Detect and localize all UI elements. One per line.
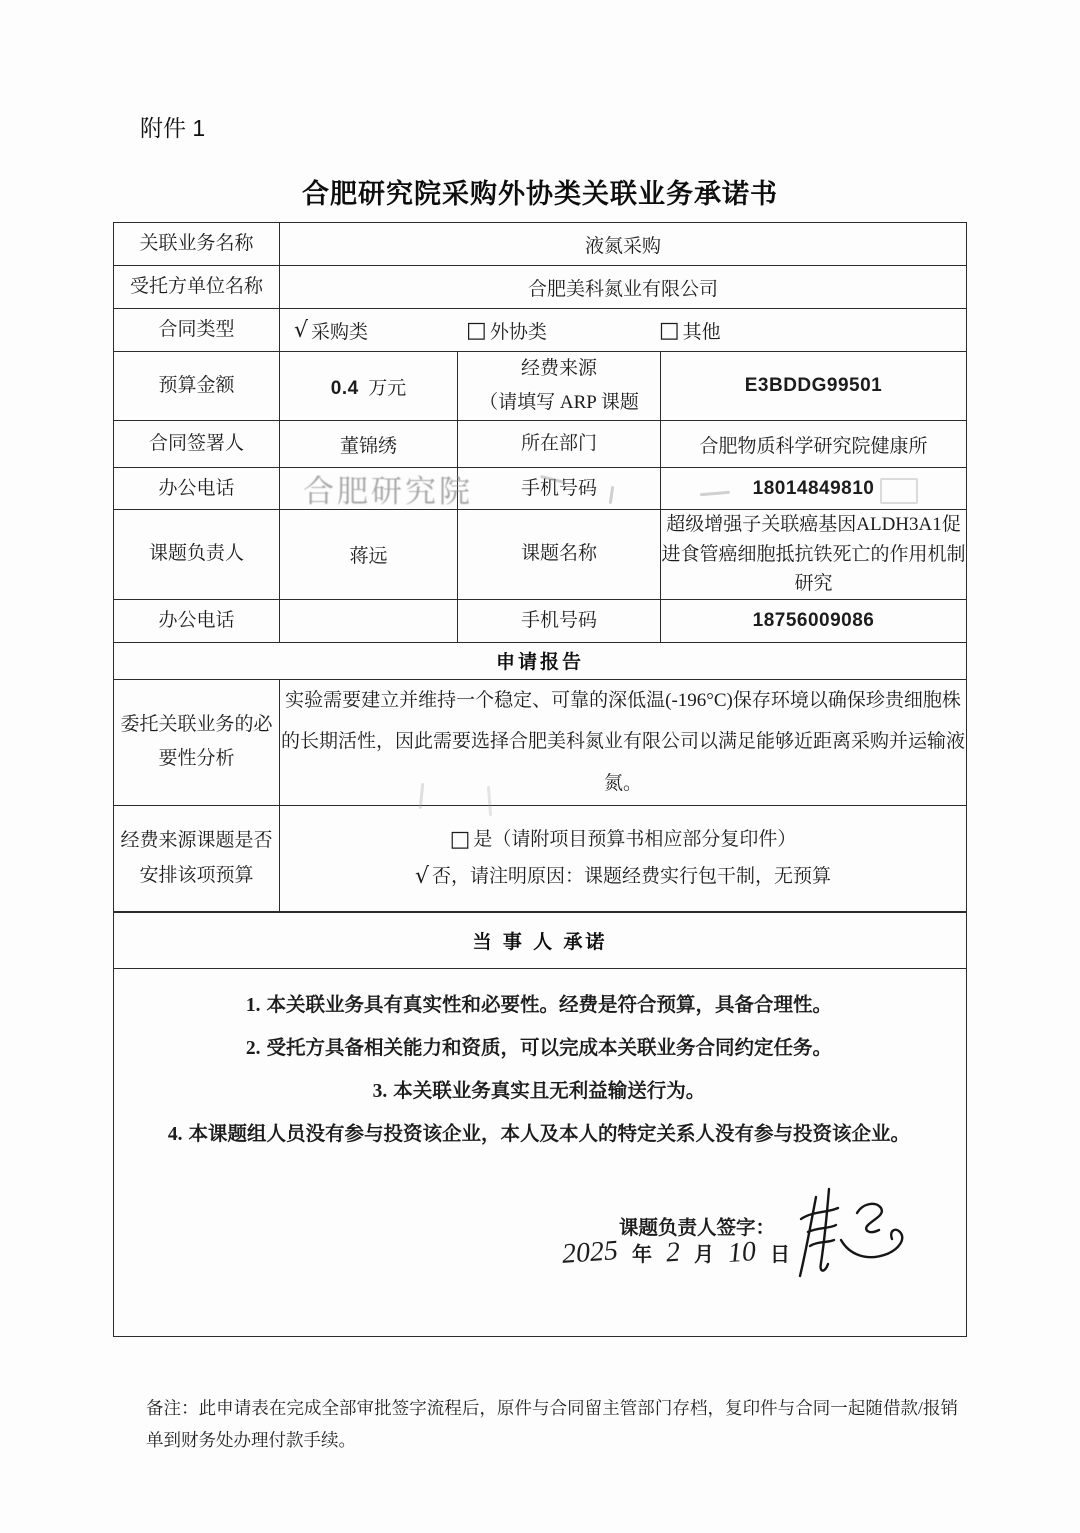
mobile-2-value: 18756009086 [661, 599, 967, 642]
mobile-1-label: 手机号码 [458, 468, 661, 510]
funding-source-line1: 经费来源 [520, 358, 597, 379]
date-year-unit: 年 [632, 1244, 652, 1267]
checkbox-icon: □ [658, 318, 680, 343]
row-budget-arranged [114, 806, 967, 913]
option-outsource [466, 317, 547, 344]
row-commitments [114, 969, 967, 1337]
application-report-header: 申请报告 [114, 642, 967, 679]
commitment-text: 本关联业务真实且无利益输送行为。 [393, 1080, 706, 1102]
commitment-form-table [113, 222, 967, 1337]
business-name-value: 液氮采购 [280, 223, 967, 266]
commitment-item [128, 1071, 950, 1114]
commitment-num: 3. [372, 1080, 388, 1102]
row-party-header [114, 912, 967, 969]
option-other [659, 317, 721, 344]
budget-value [280, 352, 458, 421]
budget-arranged-no [280, 859, 966, 895]
project-name-value: 超级增强子关联癌基因ALDH3A1促进食管癌细胞抵抗铁死亡的作用机制研究 [661, 510, 967, 599]
date-day-handwritten: 10 [726, 1236, 758, 1270]
footer-note: 备注：此申请表在完成全部审批签字流程后，原件与合同留主管部门存档，复印件与合同一起随借款/报销单到财务处办理付款手续。 [146, 1398, 958, 1451]
budget-arranged-no-text: 否，请注明原因：课题经费实行包干制，无预算 [432, 865, 832, 887]
option-purchase-label: 采购类 [311, 321, 369, 343]
row-contract-type [114, 309, 967, 352]
budget-arranged-yes-text: 是（请附项目预算书相应部分复印件） [473, 829, 797, 851]
funding-source-label [458, 352, 661, 421]
trustee-label: 受托方单位名称 [114, 266, 280, 309]
department-value: 合肥物质科学研究院健康所 [661, 421, 967, 468]
office-phone-2-label: 办公电话 [114, 599, 280, 642]
row-office-phone-2 [114, 599, 967, 642]
pi-signature-label: 课题负责人签字： [619, 1218, 776, 1240]
checkmark-icon: √ [414, 863, 429, 889]
pi-value: 蒋远 [280, 510, 458, 599]
commitment-text: 本课题组人员没有参与投资该企业，本人及本人的特定关系人没有参与投资该企业。 [188, 1123, 911, 1145]
commitment-list [114, 969, 966, 1157]
scan-artifact [880, 478, 918, 504]
row-application-header [114, 642, 967, 679]
checkmark-icon: √ [294, 318, 309, 343]
signer-label: 合同签署人 [114, 421, 280, 468]
row-trustee [114, 266, 967, 309]
attachment-label: 附件 1 [140, 115, 206, 141]
date-month-handwritten: 2 [664, 1236, 682, 1269]
budget-arranged-label: 经费来源课题是否安排该项预算 [114, 806, 280, 913]
commitment-item [128, 1114, 950, 1157]
option-other-label: 其他 [682, 321, 721, 343]
budget-unit: 万元 [368, 377, 407, 399]
signer-value: 董锦绣 [280, 421, 458, 468]
checkbox-icon: □ [466, 318, 487, 343]
trustee-value: 合肥美科氮业有限公司 [280, 266, 967, 309]
pi-label: 课题负责人 [114, 510, 280, 599]
commitment-num: 2. [245, 1037, 261, 1059]
date-day-unit: 日 [770, 1244, 790, 1267]
office-phone-2-value [280, 599, 458, 642]
necessity-text: 实验需要建立并维持一个稳定、可靠的深低温(-196°C)保存环境以确保珍贵细胞株的长期活性，因此需要选择合肥美科氮业有限公司以满足能够近距离采购并运输液氮。 [280, 679, 967, 805]
budget-arranged-yes [280, 822, 966, 858]
row-signer [114, 421, 967, 468]
department-label: 所在部门 [458, 421, 661, 468]
date-month-unit: 月 [694, 1244, 714, 1267]
project-name-label: 课题名称 [458, 510, 661, 599]
commitment-num: 1. [245, 995, 261, 1017]
date-year-handwritten: 2025 [560, 1235, 619, 1270]
checkbox-icon: □ [449, 827, 471, 853]
commitment-item [128, 1028, 950, 1071]
handwritten-signature [791, 1179, 913, 1291]
mobile-2-label: 手机号码 [458, 599, 661, 642]
commitments-cell [114, 969, 967, 1337]
row-budget [114, 352, 967, 421]
necessity-label: 委托关联业务的必要性分析 [114, 679, 280, 805]
watermark-text: 合肥研究院 [303, 474, 473, 509]
option-purchase [294, 317, 368, 344]
commitment-item [128, 985, 950, 1028]
funding-source-code: E3BDDG99501 [661, 352, 967, 421]
contract-type-options [280, 309, 967, 352]
row-business-name [114, 223, 967, 266]
funding-source-line2: （请填写 ARP 课题 [479, 392, 639, 414]
page-title: 合肥研究院采购外协类关联业务承诺书 [302, 179, 778, 209]
budget-amount: 0.4 [330, 377, 359, 399]
option-outsource-label: 外协类 [489, 321, 547, 343]
commitment-text: 本关联业务具有真实性和必要性。经费是符合预算，具备合理性。 [266, 995, 833, 1017]
row-office-phone-1 [114, 468, 967, 510]
party-commitment-header: 当 事 人 承诺 [114, 912, 967, 969]
commitment-num: 4. [167, 1123, 183, 1145]
contract-type-label: 合同类型 [114, 309, 280, 352]
signature-date [562, 1237, 790, 1269]
business-name-label: 关联业务名称 [114, 223, 280, 266]
budget-arranged-options [280, 806, 967, 913]
row-necessity [114, 679, 967, 805]
office-phone-1-label: 办公电话 [114, 468, 280, 510]
row-pi [114, 510, 967, 599]
mobile-1-value: 18014849810 [661, 468, 967, 510]
budget-label: 预算金额 [114, 352, 280, 421]
commitment-text: 受托方具备相关能力和资质，可以完成本关联业务合同约定任务。 [266, 1037, 833, 1059]
